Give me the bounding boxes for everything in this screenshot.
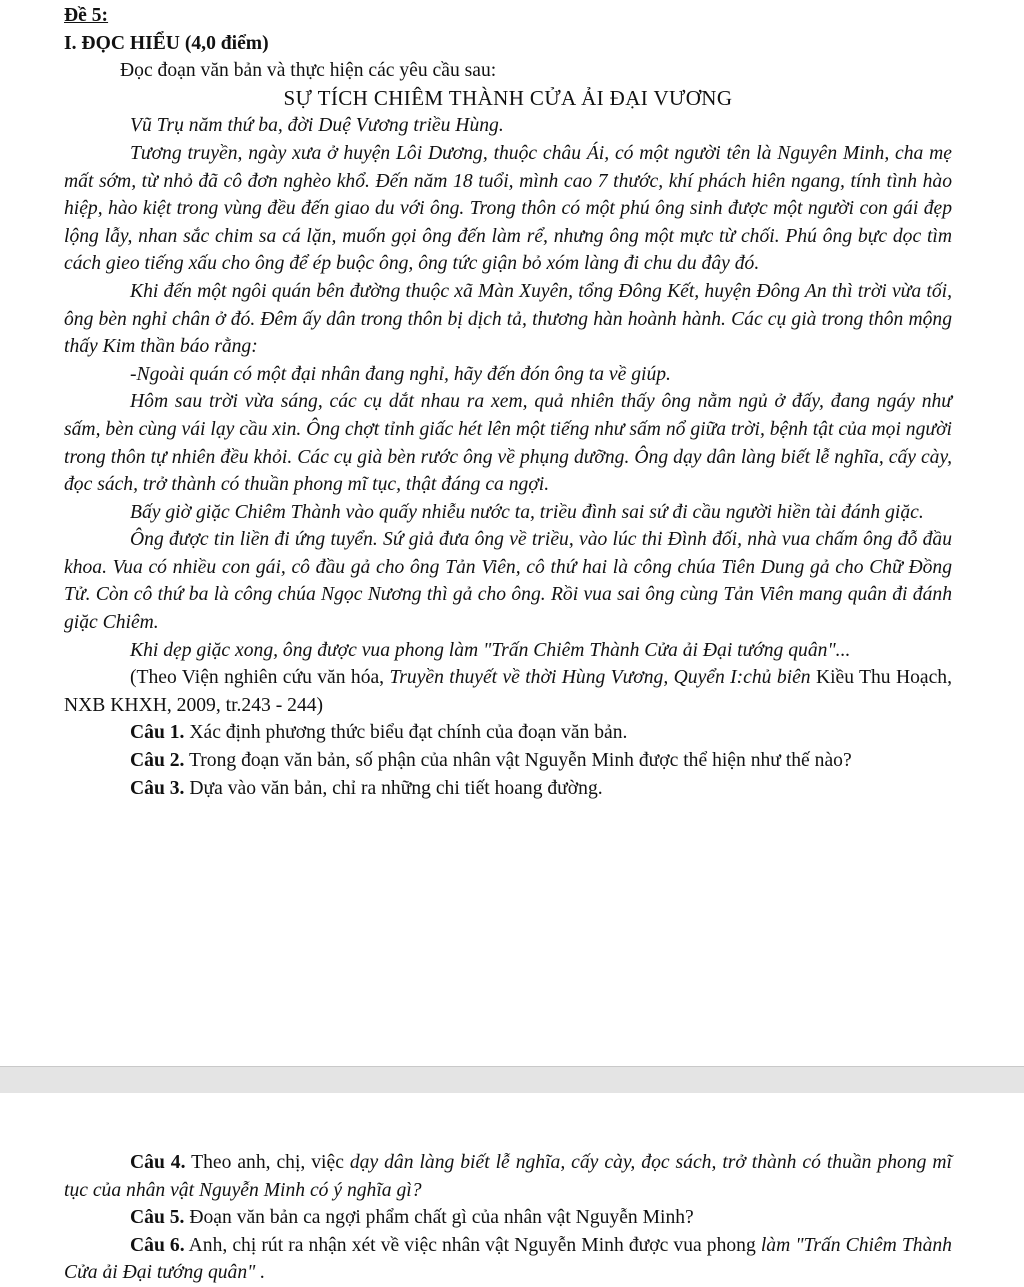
question-text-italic: làm "Trấn Chiêm Thành Cửa ải Đại tướng quân" . [64,1234,952,1284]
question-3 [64,775,952,803]
exam-label: Đề 5: [64,5,109,26]
story-paragraph: Hôm sau trời vừa sáng, các cụ dắt nhau ra xem, quả nhiên thấy ông nằm ngủ ở đấy, đang ngáy như sấm, bèn cùng vái lạy cầu xin. Ông chợt tỉnh giấc hét lên một tiếng như sấm nổ giữa trời, bệnh tật của mọi người trong thôn tự nhiên đều khỏi. Các cụ già bèn rước ông về phụng dưỡng. Ông dạy dân làng biết lễ nghĩa, cấy cày, đọc sách, trở thành có thuần phong mĩ tục, thật đáng ca ngợi. [64,391,952,496]
story-title: SỰ TÍCH CHIÊM THÀNH CỬA ẢI ĐẠI VƯƠNG [283,85,733,110]
story-paragraph: -Ngoài quán có một đại nhân đang nghỉ, hãy đến đón ông ta về giúp. [130,363,671,385]
story-body [64,112,952,664]
page-separator [0,1066,1024,1094]
question-label: Câu 3. [130,777,185,799]
page-2-content [64,1149,952,1287]
question-label: Câu 5. [130,1207,185,1229]
question-label: Câu 6. [130,1234,185,1256]
story-paragraph: Ông được tin liền đi ứng tuyển. Sứ giả đưa ông về triều, vào lúc thi Đình đối, nhà vua chấm ông đỗ đầu khoa. Vua có nhiều con gái, cô đầu gả cho ông Tản Viên, cô thứ hai là công chúa Tiên Dung gả cho Chữ Đồng Tử. Còn cô thứ ba là công chúa Ngọc Nương thì gả cho ông. Rồi vua sai ông cùng Tản Viên mang quân đi đánh giặc Chiêm. [64,529,952,634]
source-publisher: Kiều Thu Hoạch, NXB KHXH, 2009, tr.243 - 244) [64,667,953,716]
section-heading: I. ĐỌC HIỂU (4,0 điểm) [64,32,269,54]
question-5 [64,1204,952,1232]
question-label: Câu 2. [130,750,185,772]
story-paragraph: Khi đến một ngôi quán bên đường thuộc xã Màn Xuyên, tổng Đông Kết, huyện Đông An thì trời vừa tối, ông bèn nghỉ chân ở đó. Đêm ấy dân trong thôn bị dịch tả, thương hàn hoành hành. Các cụ già trong thôn mộng thấy Kim thần báo rằng: [64,280,952,358]
page-1-content [64,2,952,802]
story-paragraph: Tương truyền, ngày xưa ở huyện Lôi Dương, thuộc châu Ái, có một người tên là Nguyên Minh, cha mẹ mất sớm, từ nhỏ đã cô đơn nghèo khổ. Đến năm 18 tuổi, mình cao 7 thước, khí phách hiên ngang, tính tình hào hiệp, hào kiệt trong vùng đều đến giao du với ông. Trong thôn có một phú ông sinh được một người con gái đẹp lộng lẫy, nhan sắc chim sa cá lặn, muốn gọi ông đến làm rể, nhưng ông một mực từ chối. Phú ông bực dọc tìm cách gieo tiếng xấu cho ông để ép buộc ông, ông tức giận bỏ xóm làng đi chu du đây đó. [64,142,952,275]
story-paragraph: Khi dẹp giặc xong, ông được vua phong làm "Trấn Chiêm Thành Cửa ải Đại tướng quân"... [130,639,851,661]
question-text: Theo anh, chị, việc [185,1152,350,1173]
question-text: Xác định phương thức biểu đạt chính của đoạn văn bản. [184,722,628,744]
instruction-text: Đọc đoạn văn bản và thực hiện các yêu cầu sau: [120,60,497,82]
question-text: Anh, chị rút ra nhận xét về việc nhân vật Nguyễn Minh được vua phong [184,1234,761,1256]
question-4 [64,1149,952,1204]
source-volume: Quyển I:chủ biên [673,667,811,689]
source-citation [64,664,952,719]
question-text: Đoạn văn bản ca ngợi phẩm chất gì của nhân vật Nguyễn Minh? [184,1207,694,1229]
question-2 [64,747,952,775]
question-1 [64,719,952,747]
question-text: Dựa vào văn bản, chỉ ra những chi tiết hoang đường. [184,777,603,799]
question-label: Câu 1. [130,722,185,744]
source-book-title: Truyền thuyết về thời Hùng Vương, [389,667,674,689]
story-paragraph: Bấy giờ giặc Chiêm Thành vào quấy nhiễu nước ta, triều đình sai sứ đi cầu người hiền tài đánh giặc. [130,501,924,523]
question-text-italic: dạy dân làng biết lễ nghĩa, cấy cày, đọc sách, trở thành có thuần phong mĩ tục của nhân vật Nguyễn Minh có ý nghĩa gì? [64,1152,952,1201]
page-2 [0,1093,1024,1284]
question-label: Câu 4. [130,1152,186,1173]
source-prefix: (Theo Viện nghiên cứu văn hóa, [130,667,390,689]
question-6 [64,1232,952,1287]
story-paragraph: Vũ Trụ năm thứ ba, đời Duệ Vương triều Hùng. [130,115,504,137]
question-text: Trong đoạn văn bản, số phận của nhân vật Nguyễn Minh được thể hiện như thế nào? [184,750,852,772]
